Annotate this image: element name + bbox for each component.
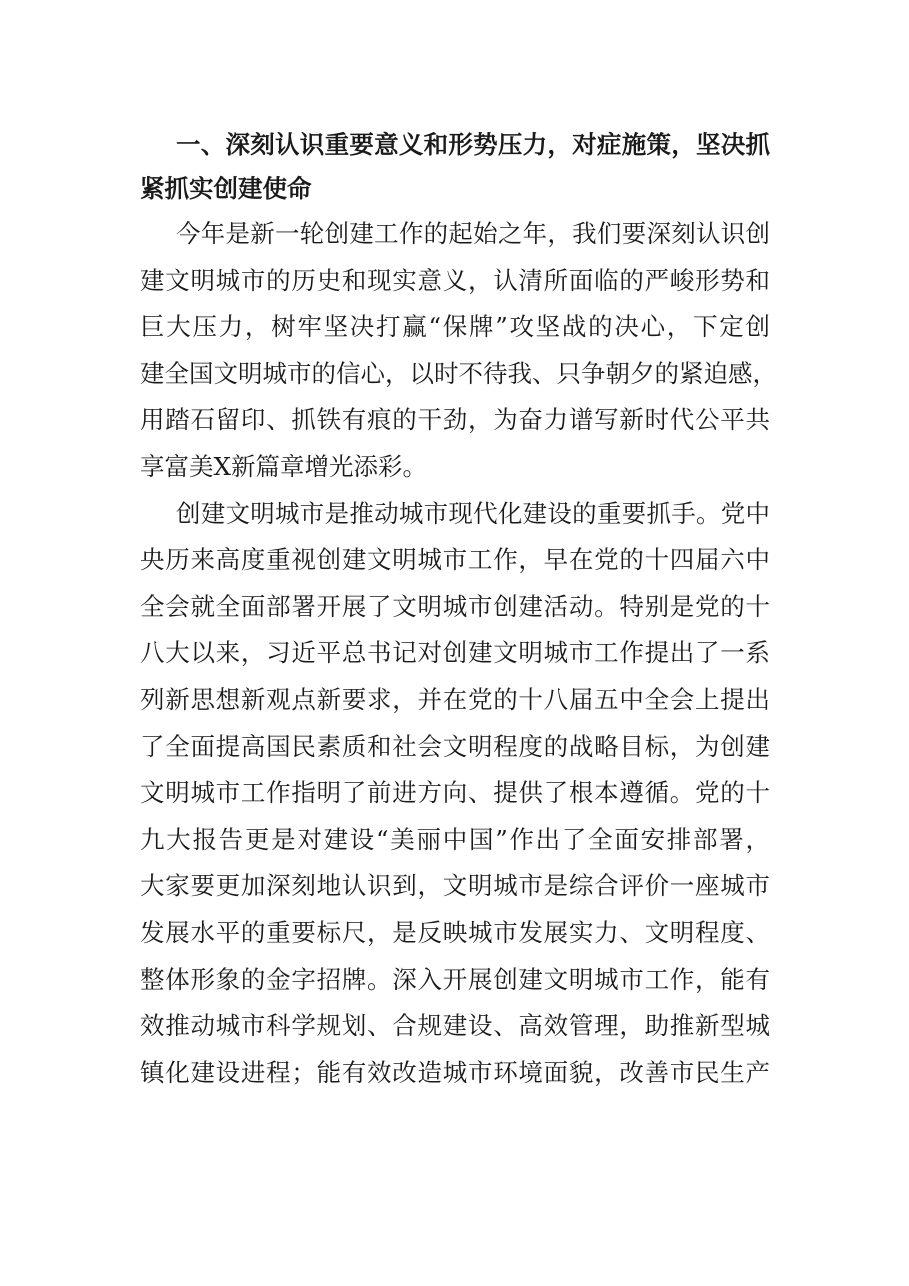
paragraph-line: 了全面提高国民素质和社会文明程度的战略目标，为创建 [140,731,770,761]
paragraph-line: 大家要更加深刻地认识到，文明城市是综合评价一座城市 [140,871,770,901]
paragraph-line: 全会就全面部署开展了文明城市创建活动。特别是党的十 [140,591,770,621]
paragraph-line: 八大以来，习近平总书记对创建文明城市工作提出了一系 [140,638,770,668]
paragraph-line: 建文明城市的历史和现实意义，认清所面临的严峻形势和 [140,265,770,295]
paragraph-line: 效推动城市科学规划、合规建设、高效管理，助推新型城 [140,1011,770,1041]
paragraph-line: 今年是新一轮创建工作的起始之年，我们要深刻认识创 [176,219,770,248]
paragraph-line: 建全国文明城市的信心，以时不待我、只争朝夕的紧迫感， [140,358,777,388]
paragraph-line: 九大报告更是对建设“美丽中国”作出了全面安排部署， [140,824,770,854]
paragraph-line: 列新思想新观点新要求，并在党的十八届五中全会上提出 [140,684,770,714]
paragraph-line: 用踏石留印、抓铁有痕的干劲，为奋力谱写新时代公平共 [140,405,770,435]
document-body [140,123,777,1096]
paragraph-line: 发展水平的重要标尺，是反映城市发展实力、文明程度、 [140,917,770,947]
paragraph-line: 创建文明城市是推动城市现代化建设的重要抓手。党中 [176,498,770,528]
heading-line-2: 紧抓实创建使命 [140,174,312,203]
paragraph-line: 巨大压力，树牢坚决打赢“保牌”攻坚战的决心，下定创 [140,312,770,342]
paragraph-line: 央历来高度重视创建文明城市工作，早在党的十四届六中 [140,545,770,575]
paragraph-line: 享富美X新篇章增光添彩。 [140,451,427,481]
heading-line-1: 一、深刻认识重要意义和形势压力，对症施策，坚决抓 [176,130,770,159]
paragraph-line: 文明城市工作指明了前进方向、提供了根本遵循。党的十 [140,778,770,808]
paragraph-2 [140,491,770,1097]
section-heading [140,123,770,211]
paragraph-1 [140,211,777,491]
paragraph-line: 镇化建设进程；能有效改造城市环境面貌，改善市民生产 [140,1057,770,1087]
paragraph-line: 整体形象的金字招牌。深入开展创建文明城市工作，能有 [140,964,770,994]
